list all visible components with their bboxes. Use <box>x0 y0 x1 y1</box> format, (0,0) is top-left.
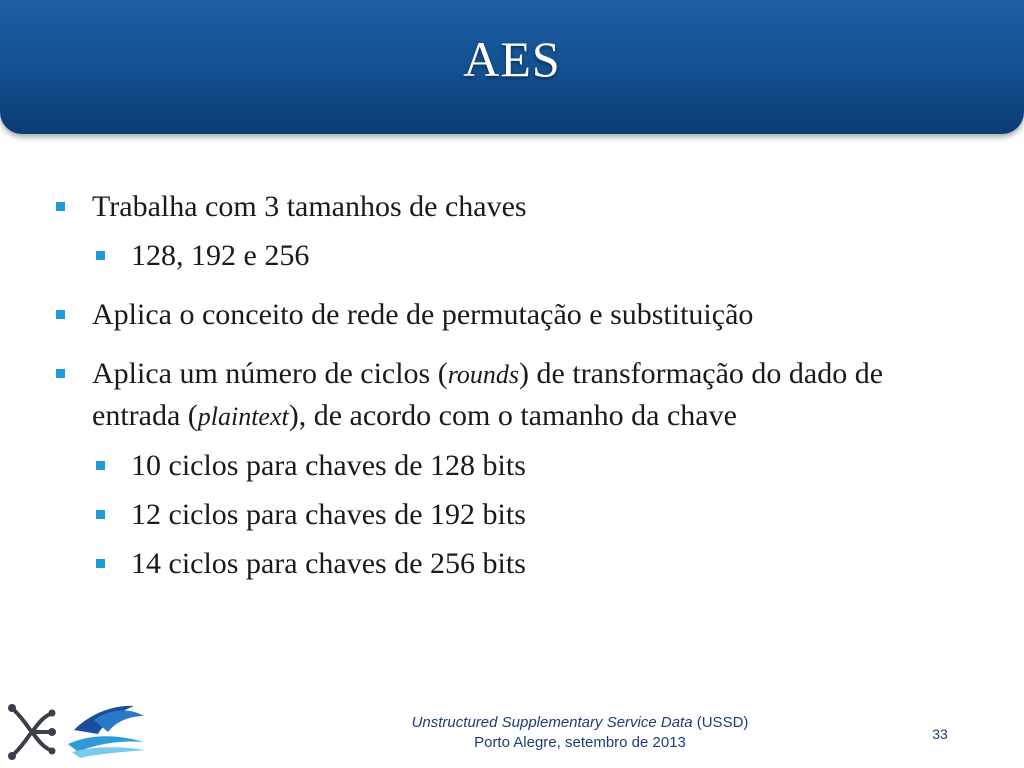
bullet-rounds <box>56 353 956 437</box>
slide-title: AES <box>463 31 561 87</box>
network-logo-icon <box>6 702 58 762</box>
bullet-text-part: ) de transformação do dado de entrada ( <box>92 357 884 432</box>
square-bullet-icon <box>96 251 105 260</box>
square-bullet-icon <box>96 559 105 568</box>
bullet-text-part: ), de acordo com o tamanho da chave <box>288 399 737 432</box>
bullet-text: Trabalha com 3 tamanhos de chaves <box>92 190 527 223</box>
footer-title-italic: Unstructured Supplementary Service Data <box>411 714 693 731</box>
square-bullet-icon <box>56 310 65 319</box>
footer-title-rest: (USSD) <box>692 714 749 731</box>
bullet-key-sizes <box>56 186 956 227</box>
subbullet-rounds-256 <box>56 543 956 584</box>
subbullet-rounds-128 <box>56 445 956 486</box>
wave-logo-icon <box>64 700 150 758</box>
slide-content <box>56 186 956 584</box>
bullet-text: 14 ciclos para chaves de 256 bits <box>131 547 526 580</box>
bullet-text: 128, 192 e 256 <box>131 239 310 272</box>
bullet-text: 10 ciclos para chaves de 128 bits <box>131 449 526 482</box>
square-bullet-icon <box>56 369 65 378</box>
square-bullet-icon <box>56 202 65 211</box>
bullet-text: Aplica o conceito de rede de permutação e substituição <box>92 298 754 331</box>
subbullet-rounds-192 <box>56 494 956 535</box>
square-bullet-icon <box>96 461 105 470</box>
page-number: 33 <box>932 726 948 742</box>
bullet-text-part: Aplica um número de ciclos ( <box>92 357 448 390</box>
footer-caption <box>300 713 860 753</box>
square-bullet-icon <box>96 510 105 519</box>
bullet-text: 12 ciclos para chaves de 192 bits <box>131 498 526 531</box>
footer-location-date: Porto Alegre, setembro de 2013 <box>474 734 686 751</box>
bullet-text-emphasis: plaintext <box>197 402 289 431</box>
bullet-network-concept <box>56 294 956 335</box>
subbullet-key-values <box>56 235 956 276</box>
bullet-text-emphasis: rounds <box>447 360 520 389</box>
